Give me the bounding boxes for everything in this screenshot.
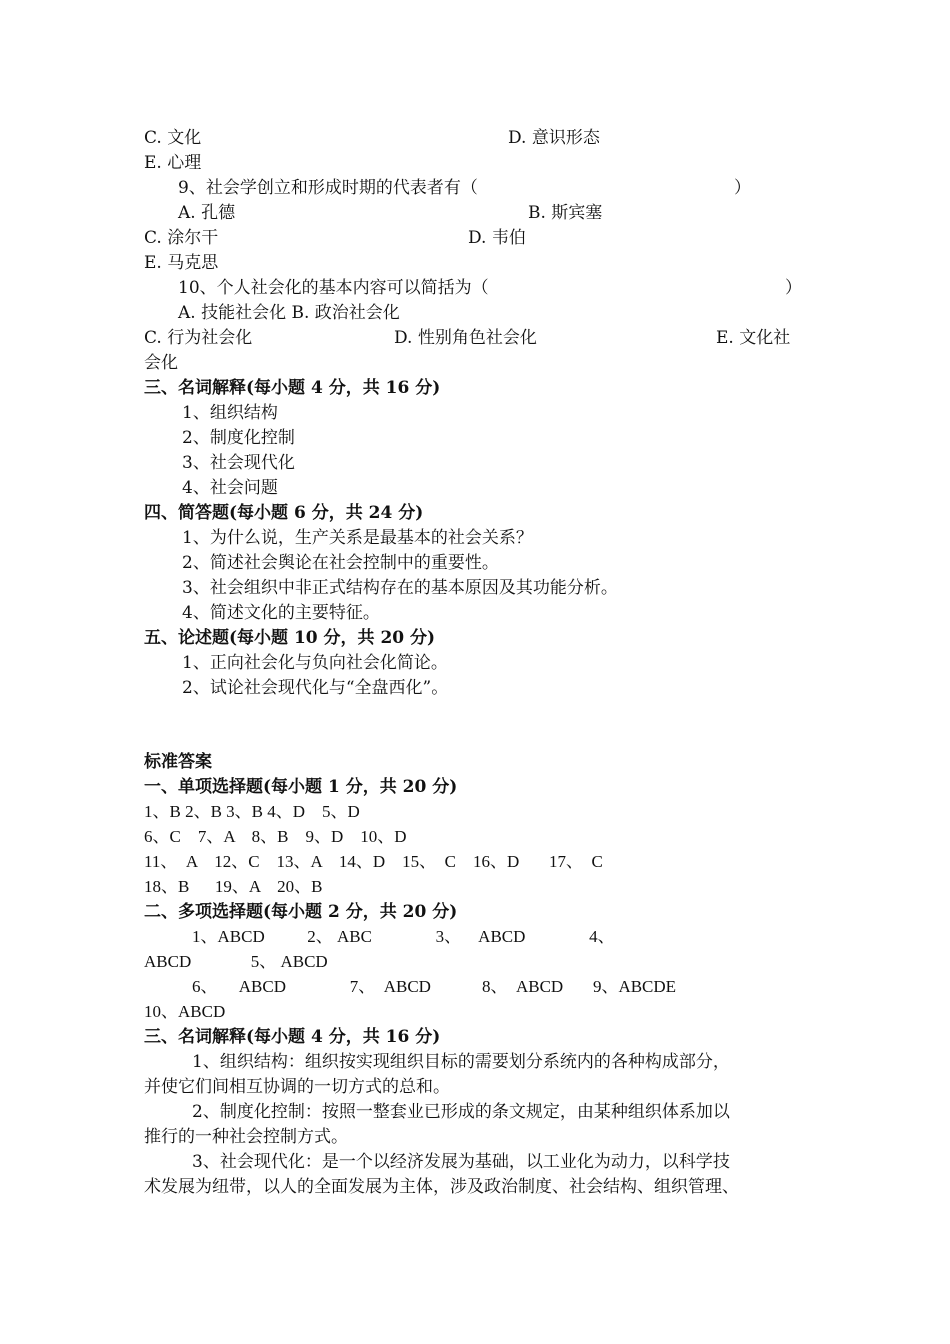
q8-option-e: E. 心理 <box>144 153 202 173</box>
q10-option-e-continued: 会化 <box>144 353 178 373</box>
q10-option-ab: A. 技能社会化 B. 政治社会化 <box>178 303 400 323</box>
answers-multi-line: 1、ABCD 2、 ABC 3、 ABCD 4、 <box>192 927 615 946</box>
answers-term1-continued: 并使它们间相互协调的一切方式的总和。 <box>144 1077 450 1097</box>
answers-title: 标准答案 <box>144 752 212 772</box>
section4-item: 4、简述文化的主要特征。 <box>182 603 380 623</box>
q9-option-b: B. 斯宾塞 <box>528 203 603 223</box>
section4-heading: 四、简答题(每小题 6 分，共 24 分) <box>144 503 424 523</box>
answers-multi-line: 10、ABCD <box>144 1002 226 1021</box>
answers-term3: 3、社会现代化：是一个以经济发展为基础，以工业化为动力，以科学技 <box>192 1152 730 1172</box>
answers-single-heading: 一、单项选择题(每小题 1 分，共 20 分) <box>144 777 458 797</box>
answers-single-line: 18、B 19、A 20、B <box>144 877 323 896</box>
section3-item: 2、制度化控制 <box>182 428 295 448</box>
section3-heading: 三、名词解释(每小题 4 分，共 16 分) <box>144 378 441 398</box>
answers-term2: 2、制度化控制：按照一整套业已形成的条文规定，由某种组织体系加以 <box>192 1102 730 1122</box>
q9-option-d: D. 韦伯 <box>468 228 526 248</box>
section4-item: 2、简述社会舆论在社会控制中的重要性。 <box>182 553 499 573</box>
q10-option-d: D. 性别角色社会化 <box>394 328 537 348</box>
section5-item: 2、试论社会现代化与“全盘西化”。 <box>182 678 449 698</box>
section4-item: 1、为什么说，生产关系是最基本的社会关系？ <box>182 528 533 548</box>
answers-single-line: 6、C 7、A 8、B 9、D 10、D <box>144 827 407 846</box>
q10-option-e: E. 文化社 <box>716 328 791 348</box>
q9-option-c: C. 涂尔干 <box>144 228 219 248</box>
q10-stem: 10、个人社会化的基本内容可以简括为（ <box>178 278 489 298</box>
answers-single-line: 1、B 2、B 3、B 4、D 5、D <box>144 802 360 821</box>
answers-term3-continued: 术发展为纽带，以人的全面发展为主体，涉及政治制度、社会结构、组织管理、 <box>144 1177 739 1197</box>
answers-terms-heading: 三、名词解释(每小题 4 分，共 16 分) <box>144 1027 441 1047</box>
section4-item: 3、社会组织中非正式结构存在的基本原因及其功能分析。 <box>182 578 618 598</box>
section5-heading: 五、论述题(每小题 10 分，共 20 分) <box>144 628 436 648</box>
section5-item: 1、正向社会化与负向社会化简论。 <box>182 653 448 673</box>
answers-multi-line: ABCD 5、 ABCD <box>144 952 328 971</box>
q10-option-c: C. 行为社会化 <box>144 328 253 348</box>
q9-stem: 9、社会学创立和形成时期的代表者有（ <box>178 178 478 198</box>
q8-option-c: C. 文化 <box>144 128 202 148</box>
q9-option-a: A. 孔德 <box>178 203 236 223</box>
q8-option-d: D. 意识形态 <box>508 128 600 148</box>
answers-term2-continued: 推行的一种社会控制方式。 <box>144 1127 348 1147</box>
answers-multi-line: 6、 ABCD 7、 ABCD 8、 ABCD 9、ABCDE <box>192 977 677 996</box>
section3-item: 3、社会现代化 <box>182 453 295 473</box>
answers-term1: 1、组织结构：组织按实现组织目标的需要划分系统内的各种构成部分， <box>192 1052 730 1072</box>
section3-item: 4、社会问题 <box>182 478 278 498</box>
q9-close-paren: ） <box>734 178 751 198</box>
section3-item: 1、组织结构 <box>182 403 278 423</box>
q10-close-paren: ） <box>785 278 802 298</box>
q9-option-e: E. 马克思 <box>144 253 219 273</box>
answers-single-line: 11、 A 12、C 13、A 14、D 15、 C 16、D 17、 C <box>144 852 603 871</box>
answers-multi-heading: 二、多项选择题(每小题 2 分，共 20 分) <box>144 902 458 922</box>
